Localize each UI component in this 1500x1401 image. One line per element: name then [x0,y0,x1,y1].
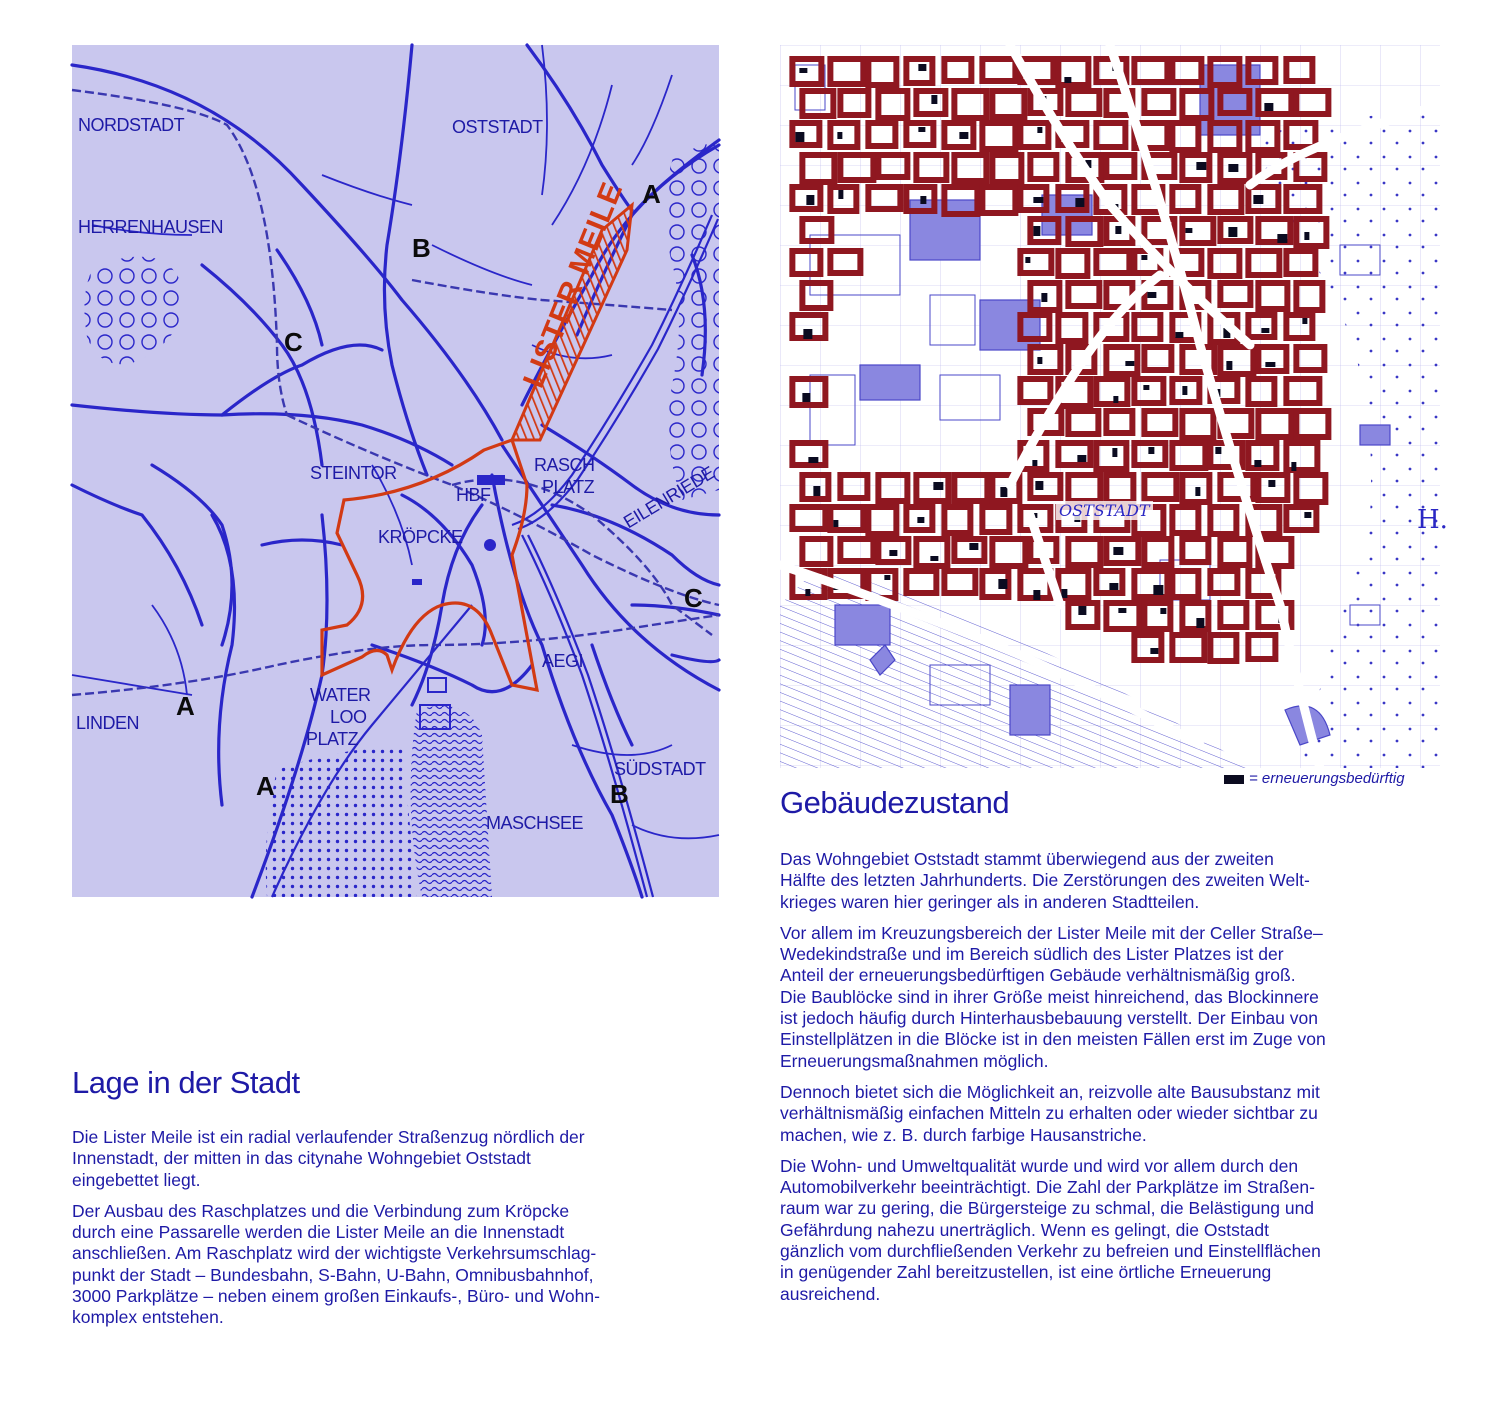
renewal-needed-building [998,579,1007,589]
renewal-needed-building [1032,460,1037,466]
text-line: 3000 Parkplätze – neben einem großen Einkaufs-, Büro- und Wohn- [72,1286,600,1307]
renewal-needed-building [1150,648,1158,654]
text-line: raum war zu gering, die Bürgersteige zu schmal, die Belästigung und [780,1198,1315,1219]
renewal-needed-building [799,68,807,73]
text-line: eingebettet liegt. [72,1169,201,1190]
renewal-needed-building [1253,195,1263,204]
renewal-needed-building [1025,257,1030,263]
renewal-needed-building [1035,481,1043,490]
renewal-needed-building [889,550,897,556]
building-condition-map [780,45,1448,768]
text-line: punkt der Stadt – Bundesbahn, S-Bahn, U-Bahn, Omnibusbahnhof, [72,1264,594,1285]
renewal-needed-building [1264,103,1273,111]
text-line: gänzlich vom durchfließenden Verkehr zu befreien und Einstellflächen [780,1241,1321,1262]
renewal-needed-building [1182,386,1187,395]
renewal-needed-building [795,132,804,142]
kroepcke-marker [484,539,496,551]
text-line: Vor allem im Kreuzungsbereich der Lister Meile mit der Celler Straße– [780,922,1323,943]
renewal-needed-building [1226,361,1232,370]
renewal-needed-building [1033,197,1043,203]
left-section-text [72,1127,732,1339]
renewal-needed-building [833,520,838,527]
text-line: Dennoch bietet sich die Möglichkeit an, reizvolle alte Bausubstanz mit [780,1081,1320,1102]
renewal-needed-building [1112,448,1117,457]
georgengarten-park [84,257,183,365]
renewal-swatch-icon [1224,775,1244,784]
text-line: in genügender Zahl bereitzustellen, ist eine örtliche Erneuerung [780,1262,1272,1283]
text-line: Wedekindstraße und im Bereich südlich des Lister Platzes ist der [780,944,1284,965]
edge-label-h: H. [1417,505,1448,535]
renewal-needed-building [1304,232,1309,240]
right-section-text [780,849,1445,1315]
renewal-needed-building [918,64,926,71]
building-condition-drawing [780,45,1440,768]
renewal-needed-building [1254,460,1261,467]
eilenriede-forest [666,140,719,500]
renewal-needed-building [1113,396,1118,403]
text-line: verhältnismäßig einfachen Mitteln zu erhalten oder wieder sichtbar zu [780,1103,1318,1124]
renewal-needed-building [1037,127,1042,133]
renewal-needed-building [1261,328,1269,333]
district-label-platz: PLATZ [542,477,595,497]
maschsee-lake [411,706,492,897]
hbf-building [477,475,505,485]
left-section-heading: Lage in der Stadt [72,1065,300,1100]
left-paragraph-1 [72,1127,732,1191]
renewal-needed-building [1143,385,1149,390]
renewal-needed-building [1228,164,1238,172]
text-line: krieges waren hier geringer als in anderen Stadtteilen. [780,891,1200,912]
renewal-needed-building [1064,77,1071,83]
city-location-map [72,45,719,897]
text-line: Gefährdung nahezu unerträglich. Wenn es gelingt, die Oststadt [780,1219,1270,1240]
renewal-needed-building [1061,589,1067,598]
text-line: anschließen. Am Raschplatz wird der wichtigste Verkehrsumschlag- [72,1243,597,1264]
text-line: komplex entstehen. [72,1307,224,1328]
district-label-maschsee: MASCHSEE [486,813,584,833]
route-letter-c-west: C [284,327,303,357]
district-label-oststadt: OSTSTADT [452,117,543,137]
renewal-needed-building [1000,487,1007,497]
renewal-needed-building [1109,583,1118,590]
district-label-linden: LINDEN [76,713,140,733]
renewal-needed-building [1196,618,1204,628]
text-line: machen, wie z. B. durch farbige Hausanstriche. [780,1124,1147,1145]
renewal-needed-building [1148,447,1154,454]
renewal-needed-building [1147,292,1156,298]
oststadt-district-label: OSTSTADT [1056,501,1153,520]
renewal-needed-building [803,329,812,339]
renewal-needed-building [802,393,810,402]
text-line: Die Lister Meile ist ein radial verlaufender Straßenzug nördlich der [72,1127,585,1147]
route-letter-a-west: A [176,691,195,721]
district-label-kroepcke: KRÖPCKE [378,527,463,547]
right-paragraph-4 [780,1156,1445,1305]
route-letter-b-north: B [412,233,431,263]
route-letter-c-east: C [684,583,703,613]
right-section-heading: Gebäudezustand [780,785,1010,820]
renewal-needed-building [1195,487,1200,496]
renewal-needed-building [969,543,978,550]
renewal-needed-building [1033,226,1040,236]
renewal-needed-building [917,517,924,523]
left-paragraph-2 [72,1201,732,1329]
renewal-needed-building [1291,462,1296,471]
text-line: ausreichend. [780,1283,881,1304]
renewal-needed-building [1228,227,1237,237]
text-line: Erneuerungsmaßnahmen möglich. [780,1050,1049,1071]
renewal-needed-building [1033,590,1040,600]
renewal-needed-building [1185,228,1192,233]
text-line: Die Wohn- und Umweltqualität wurde und wird vor allem durch den [780,1155,1299,1176]
text-line: ist jedoch häufig durch Hinterhausbebauung verstellt. Der Einbau von [780,1008,1318,1029]
right-paragraph-3 [780,1082,1445,1146]
route-letter-a-northeast: A [642,179,661,209]
renewal-needed-building [884,575,890,580]
renewal-needed-building [1037,357,1042,364]
renewal-needed-building [838,190,843,199]
renewal-needed-building [805,589,810,596]
renewal-needed-building [933,482,943,490]
renewal-needed-building [1115,226,1121,234]
route-letter-a-southwest: A [256,771,275,801]
text-line: Einstellplätzen in die Blöcke ist in den meisten Fällen erst im Zuge von [780,1029,1326,1050]
renewal-needed-building [931,95,937,104]
renewal-needed-building [920,196,926,204]
text-line: Automobilverkehr beeinträchtigt. Die Zahl der Parkplätze im Straßen- [780,1177,1315,1198]
renewal-needed-building [1125,361,1134,366]
renewal-needed-building [1078,606,1086,615]
renewal-needed-building [1118,608,1126,613]
district-label-loo: LOO [330,707,367,727]
renewal-needed-building [959,132,968,139]
right-paragraph-1 [780,849,1445,913]
legend-text: = erneuerungsbedürftig [1249,770,1405,787]
right-paragraph-2 [780,923,1445,1072]
district-label-eilenriede: EILENRIEDE [620,462,718,533]
renewal-needed-building [930,556,938,561]
renewal-needed-building [1215,447,1221,454]
district-label-aegi: AEGI [542,651,584,671]
renewal-needed-building [1075,198,1084,207]
renewal-needed-building [1141,255,1147,260]
renewal-needed-building [1175,332,1183,338]
renewal-needed-building [1302,318,1307,324]
district-label-hbf: HBF [456,485,491,505]
renewal-needed-building [1265,362,1275,367]
district-label-nordstadt: NORDSTADT [78,115,185,135]
renewal-needed-building [1196,162,1206,170]
district-label-waterloo-platz: PLATZ [306,729,359,749]
renewal-needed-building [808,457,818,463]
renewal-needed-building [1277,234,1287,243]
renewal-needed-building [806,195,814,205]
renewal-needed-building [1077,455,1086,462]
renewal-needed-building [1153,585,1163,595]
renewal-needed-building [1304,512,1311,518]
district-label-water: WATER [310,685,371,705]
district-label-steintor: STEINTOR [310,463,397,483]
district-label-herrenhausen: HERRENHAUSEN [78,217,224,237]
renewal-needed-building [1160,608,1166,614]
district-label-rasch: RASCH [534,455,595,475]
text-line: Hälfte des letzten Jahrhunderts. Die Zerstörungen des zweiten Welt- [780,870,1310,891]
renewal-needed-building [1268,480,1275,487]
text-line: Das Wohngebiet Oststadt stammt überwiegend aus der zweiten [780,849,1274,869]
renewal-needed-building [1041,293,1047,302]
renewal-needed-building [813,486,820,496]
district-label-suedstadt: SÜDSTADT [614,759,706,779]
map-legend [1224,770,1405,787]
text-line: durch eine Passarelle werden die Lister Meile an die Innenstadt [72,1222,565,1243]
renewal-needed-building [837,132,842,139]
text-line: Die Baublöcke sind in ihrer Größe meist hinreichend, das Blockinnere [780,986,1319,1007]
lister-meile-label: LISTER MEILE [517,177,630,393]
renewal-needed-building [1113,547,1123,555]
route-letter-b-south: B [610,779,629,809]
text-line: Innenstadt, der mitten in das citynahe Wohngebiet Oststadt [72,1148,531,1169]
renewal-needed-building [918,127,925,132]
text-line: Anteil der erneuerungsbedürftigen Gebäude verhältnismäßig groß. [780,965,1296,986]
text-line: Der Ausbau des Raschplatzes und die Verbindung zum Kröpcke [72,1200,570,1221]
